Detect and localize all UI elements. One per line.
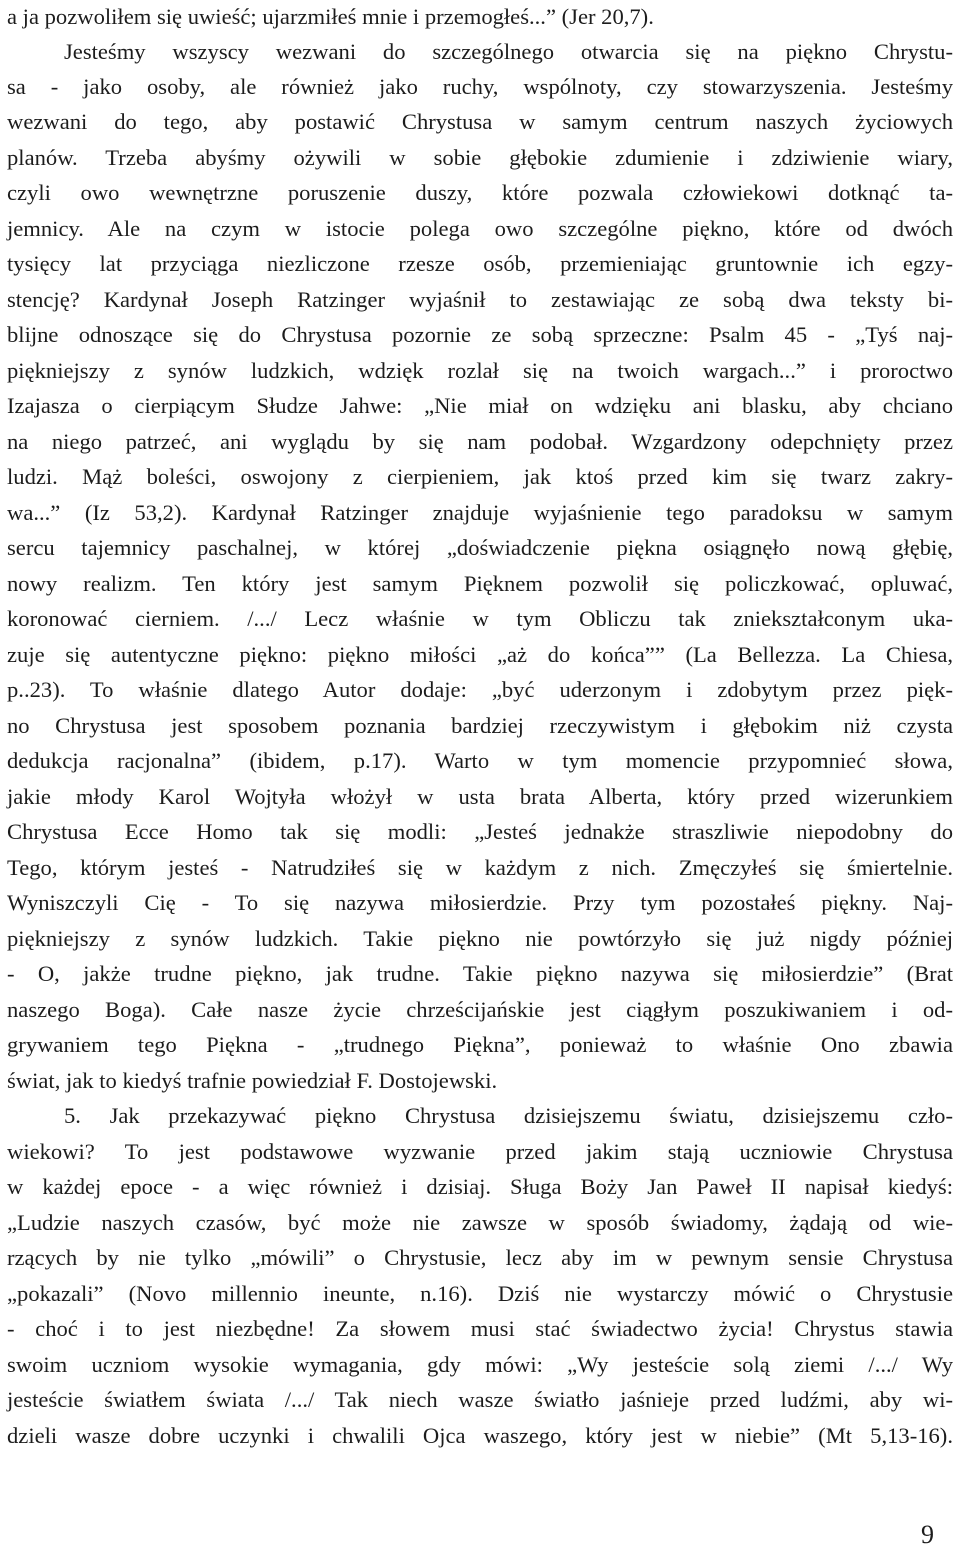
text-line: stencję? Kardynał Joseph Ratzinger wyjaśnił to zestawiając ze sobą dwa teksty bi- bbox=[7, 287, 953, 312]
page-number: 9 bbox=[921, 1520, 934, 1549]
text-line: blijne odnoszące się do Chrystusa pozornie ze sobą sprzeczne: Psalm 45 - „Tyś naj- bbox=[7, 322, 953, 347]
text-line: w każdej epoce - a więc również i dzisiaj. Sługa Boży Jan Paweł II napisał kiedyś: bbox=[7, 1174, 953, 1199]
text-line: czyli owo wewnętrzne poruszenie duszy, które pozwala człowiekowi dotknąć ta- bbox=[7, 180, 953, 205]
text-line: Wyniszczyli Cię - To się nazywa miłosierdzie. Przy tym pozostałeś piękny. Naj- bbox=[7, 890, 953, 915]
text-line: tysięcy lat przyciąga niezliczone rzesze osób, przemieniając gruntownie ich egzy- bbox=[7, 251, 953, 276]
text-line: świat, jak to kiedyś trafnie powiedział F. Dostojewski. bbox=[7, 1068, 498, 1093]
text-line: swoim uczniom wysokie wymagania, gdy mówi: „Wy jesteście solą ziemi /.../ Wy bbox=[7, 1352, 953, 1377]
text-line: piękniejszy z synów ludzkich, wdzięk rozlał się na twoich wargach...” i proroctwo bbox=[7, 358, 953, 383]
text-line: dedukcja racjonalna” (ibidem, p.17). Warto w tym momencie przypomnieć słowa, bbox=[7, 748, 953, 773]
text-line: Tego, którym jesteś - Natrudziłeś się w każdym z nich. Zmęczyłeś się śmiertelnie. bbox=[7, 855, 953, 880]
text-line: nowy realizm. Ten który jest samym Pięknem pozwolił się policzkować, opluwać, bbox=[7, 571, 953, 596]
text-line: - choć i to jest niezbędne! Za słowem musi stać świadectwo życia! Chrystus stawia bbox=[7, 1316, 953, 1341]
text-line: „Ludzie naszych czasów, być może nie zawsze w sposób świadomy, żądają od wie- bbox=[7, 1210, 953, 1235]
text-line: jesteście światłem świata /.../ Tak niech wasze światło jaśnieje przed ludźmi, aby wi- bbox=[7, 1387, 953, 1412]
text-line: sa - jako osoby, ale również jako ruchy, wspólnoty, czy stowarzyszenia. Jesteśmy bbox=[7, 74, 953, 99]
text-line: Izajasza o cierpiącym Słudze Jahwe: „Nie miał on wdzięku ani blasku, aby chciano bbox=[7, 393, 953, 418]
text-line: - O, jakże trudne piękno, jak trudne. Takie piękno nazywa się miłosierdzie” (Brat bbox=[7, 961, 953, 986]
text-line: na niego patrzeć, ani wyglądu by się nam podobał. Wzgardzony odepchnięty przez bbox=[7, 429, 953, 454]
text-line: piękniejszy z synów ludzkich. Takie piękno nie powtórzyło się już nigdy później bbox=[7, 926, 953, 951]
text-line: grywaniem tego Piękna - „trudnego Piękna”, ponieważ to właśnie Ono zbawia bbox=[7, 1032, 953, 1057]
text-line: wa...” (Iz 53,2). Kardynał Ratzinger znajduje wyjaśnienie tego paradoksu w samym bbox=[7, 500, 953, 525]
text-line: wezwani do tego, aby postawić Chrystusa w samym centrum naszych życiowych bbox=[7, 109, 953, 134]
text-line: ludzi. Mąż boleści, oswojony z cierpieniem, jak ktoś przed kim się twarz zakry- bbox=[7, 464, 953, 489]
text-line: rzących by nie tylko „mówili” o Chrystusie, lecz aby im w pewnym sensie Chrystusa bbox=[7, 1245, 953, 1270]
text-line: planów. Trzeba abyśmy ożywili w sobie głębokie zdumienie i zdziwienie wiary, bbox=[7, 145, 953, 170]
text-line: Chrystusa Ecce Homo tak się modli: „Jesteś jednakże straszliwie niepodobny do bbox=[7, 819, 953, 844]
text-line: dzieli wasze dobre uczynki i chwalili Ojca waszego, który jest w niebie” (Mt 5,13-16). bbox=[7, 1423, 953, 1448]
text-line: sercu tajemnicy paschalnej, w której „doświadczenie piękna osiągnęło nową głębię, bbox=[7, 535, 953, 560]
text-line: no Chrystusa jest sposobem poznania bardziej rzeczywistym i głębokim niż czysta bbox=[7, 713, 953, 738]
text-line: 5. Jak przekazywać piękno Chrystusa dzisiejszemu światu, dzisiejszemu czło- bbox=[64, 1103, 953, 1128]
text-line: wiekowi? To jest podstawowe wyzwanie przed jakim stają uczniowie Chrystusa bbox=[7, 1139, 953, 1164]
text-line: Jesteśmy wszyscy wezwani do szczególnego otwarcia się na piękno Chrystu- bbox=[64, 39, 953, 64]
text-line: naszego Boga). Całe nasze życie chrześcijańskie jest ciągłym poszukiwaniem i od- bbox=[7, 997, 953, 1022]
text-line: koronować cierniem. /.../ Lecz właśnie w tym Obliczu tak zniekształconym uka- bbox=[7, 606, 953, 631]
text-line: „pokazali” (Novo millennio ineunte, n.16). Dziś nie wystarczy mówić o Chrystusie bbox=[7, 1281, 953, 1306]
text-line: a ja pozwoliłem się uwieść; ujarzmiłeś mnie i przemogłeś...” (Jer 20,7). bbox=[7, 4, 654, 29]
text-line: jakie młody Karol Wojtyła włożył w usta brata Alberta, który przed wizerunkiem bbox=[7, 784, 953, 809]
text-line: p..23). To właśnie dlatego Autor dodaje: „być uderzonym i zdobytym przez pięk- bbox=[7, 677, 953, 702]
text-line: jemnicy. Ale na czym w istocie polega owo szczególne piękno, które od dwóch bbox=[7, 216, 953, 241]
text-line: zuje się autentyczne piękno: piękno miłości „aż do końca”” (La Bellezza. La Chiesa, bbox=[7, 642, 953, 667]
